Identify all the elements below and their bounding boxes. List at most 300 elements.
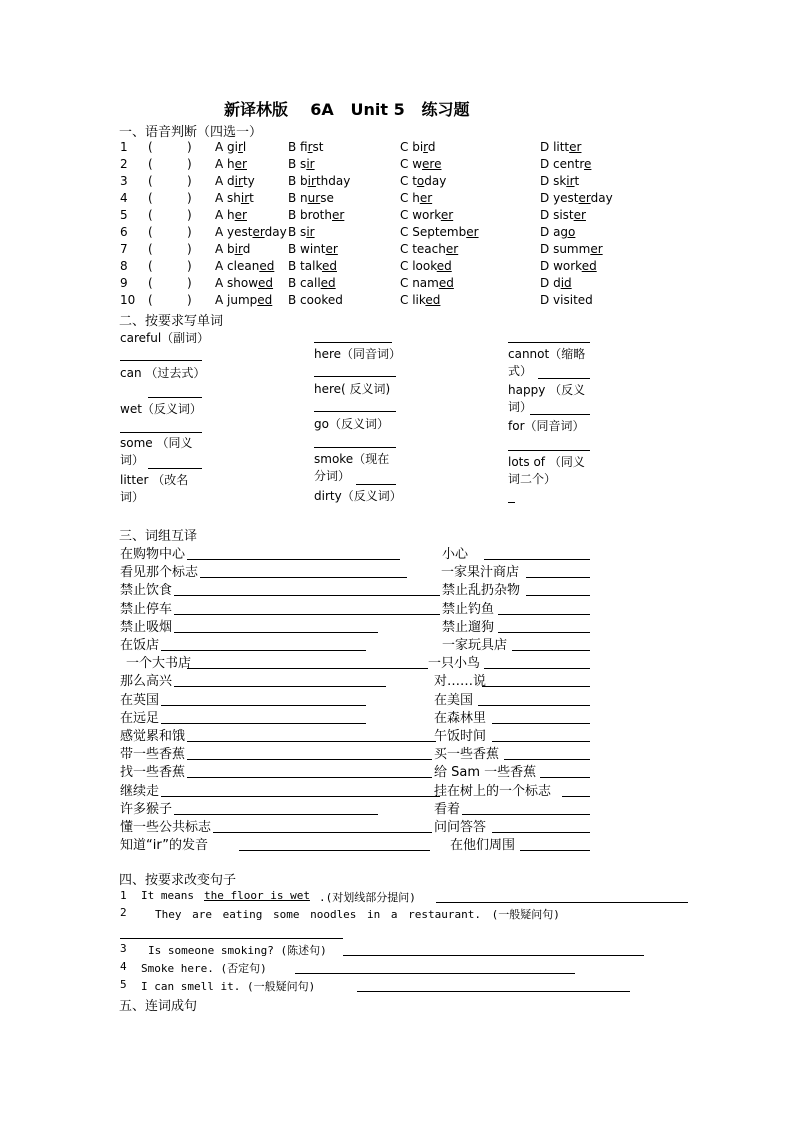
option-text: C bbox=[400, 242, 413, 256]
option-text: D centr bbox=[540, 157, 585, 171]
underlined-letters: er bbox=[466, 225, 479, 239]
option-b bbox=[288, 293, 343, 307]
phrase-prompt: 在森林里 bbox=[434, 710, 487, 726]
underlined-letters: ir bbox=[566, 174, 575, 188]
underlined-letters: ere bbox=[422, 157, 442, 171]
underlined-letters: r bbox=[237, 140, 243, 154]
option-text: ed bbox=[327, 293, 343, 307]
underlined-letters: ed bbox=[321, 259, 337, 273]
question-number: 5 bbox=[120, 208, 128, 222]
option-text: C bbox=[400, 276, 413, 290]
underlined-letters: er bbox=[419, 191, 433, 205]
option-text: D bbox=[540, 191, 554, 205]
phrase-prompt: 知道“ir”的发音 bbox=[120, 838, 208, 854]
section4-heading: 四、按要求改变句子 bbox=[119, 873, 237, 888]
underlined-letters: ed bbox=[438, 276, 454, 290]
question-number: 4 bbox=[120, 191, 128, 205]
underlined-letters: er bbox=[234, 208, 247, 222]
option-text: d bbox=[227, 174, 235, 188]
phrase-prompt: 一个大书店 bbox=[126, 656, 192, 672]
phrase-prompt: 买一些香蕉 bbox=[434, 747, 500, 763]
option-text: s bbox=[300, 225, 307, 239]
phrase-prompt: 问问答答 bbox=[434, 820, 487, 835]
option-d bbox=[540, 242, 603, 256]
option-c bbox=[400, 259, 452, 273]
option-text: jump bbox=[227, 293, 258, 307]
answer-bracket-open[interactable]: ( bbox=[148, 259, 153, 273]
word-task: dirty（反义词） bbox=[314, 489, 402, 503]
option-text: d bbox=[242, 242, 251, 256]
option-text: day bbox=[264, 225, 287, 239]
option-text: l bbox=[242, 140, 247, 154]
answer-line[interactable] bbox=[314, 376, 396, 377]
section2-heading: 二、按要求写单词 bbox=[119, 314, 224, 329]
underlined-letters: er bbox=[252, 225, 265, 239]
answer-line[interactable] bbox=[512, 650, 590, 651]
phrase-prompt: 小心 bbox=[442, 547, 469, 562]
underlined-letters: ed bbox=[259, 259, 275, 273]
option-a bbox=[215, 140, 246, 154]
answer-line[interactable] bbox=[478, 705, 590, 706]
option-c bbox=[400, 191, 432, 205]
option-d bbox=[540, 225, 575, 239]
answer-line[interactable] bbox=[538, 378, 590, 379]
option-text: day bbox=[590, 191, 613, 205]
option-text: A bbox=[215, 174, 228, 188]
option-text: talk bbox=[300, 259, 322, 273]
option-c bbox=[400, 174, 446, 188]
underlined-letters: ir bbox=[234, 242, 243, 256]
option-text: bi bbox=[412, 140, 424, 154]
option-text: C bbox=[400, 157, 413, 171]
answer-bracket-close: ) bbox=[187, 208, 192, 222]
option-text: sk bbox=[553, 174, 567, 188]
option-text: lik bbox=[412, 293, 426, 307]
option-text: b bbox=[227, 242, 235, 256]
answer-line[interactable] bbox=[213, 832, 432, 833]
answer-line[interactable] bbox=[314, 447, 396, 448]
option-c bbox=[400, 140, 436, 154]
option-text: clean bbox=[227, 259, 260, 273]
option-d bbox=[540, 191, 613, 205]
option-a bbox=[215, 174, 255, 188]
underlined-letters: o bbox=[416, 174, 425, 188]
option-text: w bbox=[412, 157, 423, 171]
option-text: A bbox=[215, 276, 228, 290]
underlined-letters: ir bbox=[307, 174, 316, 188]
option-text: h bbox=[412, 191, 420, 205]
option-text: yest bbox=[553, 191, 579, 205]
answer-line[interactable] bbox=[484, 668, 590, 669]
underlined-letters: ir bbox=[306, 225, 315, 239]
option-text: d bbox=[553, 276, 561, 290]
underlined-letters: ir bbox=[240, 191, 250, 205]
option-text: B bbox=[288, 208, 301, 222]
answer-line[interactable] bbox=[526, 595, 590, 596]
underlined-letters: er bbox=[234, 157, 247, 171]
phrase-prompt: 一家玩具店 bbox=[442, 638, 508, 653]
answer-bracket-close: ) bbox=[187, 174, 192, 188]
question-number: 9 bbox=[120, 276, 128, 290]
answer-line[interactable] bbox=[357, 991, 630, 992]
answer-line[interactable] bbox=[187, 777, 432, 778]
phrase-prompt: 在购物中心 bbox=[120, 547, 186, 562]
underlined-letters: ed bbox=[258, 276, 274, 290]
answer-line[interactable] bbox=[200, 577, 407, 578]
word-task: can （过去式） bbox=[120, 366, 206, 380]
answer-line[interactable] bbox=[562, 796, 590, 797]
section5-heading: 五、连词成句 bbox=[119, 999, 198, 1014]
answer-bracket-open[interactable]: ( bbox=[148, 225, 153, 239]
option-text: A bbox=[215, 208, 228, 222]
underlined-letters: er bbox=[573, 208, 586, 222]
word-task: happy （反义词） bbox=[508, 383, 586, 414]
underlined-phrase: the floor is wet bbox=[204, 889, 310, 902]
option-text: t bbox=[249, 191, 254, 205]
answer-line[interactable] bbox=[161, 705, 366, 706]
answer-line[interactable] bbox=[508, 502, 515, 503]
answer-bracket-close: ) bbox=[187, 293, 192, 307]
option-text: D bbox=[540, 242, 554, 256]
phrase-prompt: 对……说 bbox=[434, 674, 487, 690]
option-text: b bbox=[300, 174, 308, 188]
option-a bbox=[215, 276, 273, 290]
phrase-prompt: 给 Sam 一些香蕉 bbox=[434, 765, 537, 781]
answer-bracket-open[interactable]: ( bbox=[148, 293, 153, 307]
option-text: A bbox=[215, 293, 228, 307]
phrase-prompt: 许多猴子 bbox=[120, 801, 173, 817]
option-text: D visit bbox=[540, 293, 578, 307]
option-text: fi bbox=[300, 140, 308, 154]
word-task: go（反义词） bbox=[314, 417, 389, 431]
option-b bbox=[288, 225, 315, 239]
option-text: t bbox=[412, 174, 417, 188]
option-text: B bbox=[288, 242, 301, 256]
answer-line[interactable] bbox=[187, 668, 428, 669]
question-number: 1 bbox=[120, 140, 128, 154]
option-text: C bbox=[400, 259, 413, 273]
phrase-prompt: 继续走 bbox=[120, 783, 160, 799]
answer-bracket-open[interactable]: ( bbox=[148, 208, 153, 222]
option-d bbox=[540, 208, 586, 222]
answer-line[interactable] bbox=[161, 723, 366, 724]
answer-bracket-open[interactable]: ( bbox=[148, 242, 153, 256]
option-text: nam bbox=[412, 276, 439, 290]
option-text: se bbox=[320, 191, 334, 205]
underlined-letters: go bbox=[560, 225, 576, 239]
option-c bbox=[400, 242, 458, 256]
answer-line[interactable] bbox=[530, 414, 590, 415]
option-text: B bbox=[288, 225, 301, 239]
underlined-letters: er bbox=[325, 242, 338, 256]
option-b bbox=[288, 157, 315, 171]
answer-line[interactable] bbox=[174, 686, 386, 687]
page-title: 新译林版 6A Unit 5 练习题 bbox=[224, 100, 470, 119]
answer-line[interactable] bbox=[356, 484, 396, 485]
option-text: Septemb bbox=[412, 225, 467, 239]
option-d bbox=[540, 276, 572, 290]
option-d bbox=[540, 259, 597, 273]
word-task: cannot（缩略式） bbox=[508, 347, 586, 378]
answer-line[interactable] bbox=[492, 832, 590, 833]
option-b bbox=[288, 174, 350, 188]
phrase-prompt: 找一些香蕉 bbox=[120, 765, 186, 781]
phrase-prompt: 午饭时间 bbox=[434, 729, 487, 744]
answer-bracket-close: ) bbox=[187, 191, 192, 205]
phrase-prompt: 在美国 bbox=[434, 692, 474, 708]
option-a bbox=[215, 225, 287, 239]
option-text: yest bbox=[227, 225, 253, 239]
answer-bracket-close: ) bbox=[187, 242, 192, 256]
phrase-prompt: 那么高兴 bbox=[120, 674, 173, 690]
option-text: A bbox=[215, 157, 228, 171]
option-a bbox=[215, 208, 247, 222]
option-text: C bbox=[400, 225, 413, 239]
option-text: C bbox=[400, 191, 413, 205]
underlined-letters: ir bbox=[306, 157, 315, 171]
option-b bbox=[288, 140, 324, 154]
option-text: B cook bbox=[288, 293, 328, 307]
option-a bbox=[215, 242, 250, 256]
underlined-letters: er bbox=[332, 208, 345, 222]
question-number: 8 bbox=[120, 259, 128, 273]
underlined-letters: er bbox=[445, 242, 459, 256]
answer-line[interactable] bbox=[508, 342, 590, 343]
option-text: D bbox=[540, 276, 554, 290]
phrase-prompt: 禁止吸烟 bbox=[120, 619, 173, 635]
answer-line[interactable] bbox=[540, 777, 590, 778]
answer-line[interactable] bbox=[120, 432, 202, 433]
option-text: day bbox=[424, 174, 447, 188]
option-text: A bbox=[215, 140, 228, 154]
question-number: 6 bbox=[120, 225, 128, 239]
section3-heading: 三、词组互译 bbox=[119, 529, 198, 544]
answer-line[interactable] bbox=[492, 723, 590, 724]
phrase-prompt: 禁止乱扔杂物 bbox=[442, 583, 521, 599]
phrase-prompt: 在英国 bbox=[120, 692, 160, 708]
answer-line[interactable] bbox=[187, 741, 436, 742]
option-b bbox=[288, 259, 337, 273]
underlined-letters: r bbox=[307, 140, 313, 154]
answer-line[interactable] bbox=[436, 902, 688, 903]
option-text: show bbox=[227, 276, 259, 290]
option-a bbox=[215, 157, 247, 171]
answer-line[interactable] bbox=[482, 686, 590, 687]
phrase-prompt: 禁止钓鱼 bbox=[442, 601, 495, 617]
option-text: gi bbox=[227, 140, 238, 154]
option-c bbox=[400, 276, 454, 290]
option-b bbox=[288, 276, 336, 290]
option-text: ed bbox=[577, 293, 593, 307]
option-text: a bbox=[553, 225, 561, 239]
option-c bbox=[400, 157, 441, 171]
underlined-letters: er bbox=[569, 140, 582, 154]
option-c bbox=[400, 225, 479, 239]
phrase-prompt: 一家果汁商店 bbox=[441, 565, 520, 581]
answer-bracket-close: ) bbox=[187, 157, 192, 171]
option-text: A bbox=[215, 191, 228, 205]
phrase-prompt: 在远足 bbox=[120, 710, 160, 726]
option-text: ty bbox=[242, 174, 255, 188]
option-text: D bbox=[540, 174, 554, 188]
word-task: litter （改名词） bbox=[120, 473, 189, 504]
answer-line[interactable] bbox=[526, 577, 590, 578]
option-text: C bbox=[400, 174, 413, 188]
answer-line[interactable] bbox=[484, 559, 590, 560]
question-number: 7 bbox=[120, 242, 128, 256]
option-c bbox=[400, 293, 440, 307]
question-number: 3 bbox=[120, 174, 128, 188]
answer-line[interactable] bbox=[520, 850, 590, 851]
underlined-letters: ed bbox=[320, 276, 336, 290]
option-text: broth bbox=[300, 208, 332, 222]
option-text: thday bbox=[315, 174, 351, 188]
answer-line[interactable] bbox=[508, 450, 590, 451]
answer-bracket-open[interactable]: ( bbox=[148, 174, 153, 188]
phrase-prompt: 禁止停车 bbox=[120, 601, 173, 617]
option-text: s bbox=[300, 157, 307, 171]
answer-line[interactable] bbox=[120, 938, 343, 939]
answer-bracket-close: ) bbox=[187, 225, 192, 239]
answer-line[interactable] bbox=[174, 614, 440, 615]
underlined-letters: ed bbox=[425, 293, 441, 307]
option-text: sist bbox=[553, 208, 574, 222]
question-number: 2 bbox=[120, 157, 128, 171]
word-task: here（同音词） bbox=[314, 347, 402, 361]
option-text: teach bbox=[412, 242, 446, 256]
underlined-letters: r bbox=[423, 140, 428, 154]
option-text: work bbox=[412, 208, 441, 222]
answer-line[interactable] bbox=[187, 759, 432, 760]
underlined-letters: ur bbox=[307, 191, 321, 205]
answer-line[interactable] bbox=[174, 595, 440, 596]
phrase-prompt: 懂一些公共标志 bbox=[120, 820, 212, 835]
phrase-prompt: 一只小鸟 bbox=[428, 656, 481, 672]
answer-line[interactable] bbox=[498, 614, 590, 615]
option-d bbox=[540, 140, 581, 154]
option-text: B bbox=[288, 174, 301, 188]
answer-line[interactable] bbox=[161, 796, 440, 797]
option-text: A bbox=[215, 259, 228, 273]
option-b bbox=[288, 242, 338, 256]
option-text: look bbox=[412, 259, 437, 273]
phrase-prompt: 在饭店 bbox=[120, 638, 160, 653]
option-text: st bbox=[312, 140, 324, 154]
answer-line[interactable] bbox=[295, 973, 575, 974]
answer-line[interactable] bbox=[343, 955, 644, 956]
answer-bracket-close: ) bbox=[187, 276, 192, 290]
answer-line[interactable] bbox=[498, 632, 590, 633]
answer-line[interactable] bbox=[314, 411, 396, 412]
option-b bbox=[288, 191, 334, 205]
answer-bracket-open[interactable]: ( bbox=[148, 140, 153, 154]
option-text: A bbox=[215, 242, 228, 256]
option-text: d bbox=[427, 140, 436, 154]
option-text: sh bbox=[227, 191, 241, 205]
question-number: 10 bbox=[120, 293, 136, 307]
answer-line[interactable] bbox=[148, 397, 202, 398]
word-task: here( 反义词) bbox=[314, 382, 391, 396]
answer-line[interactable] bbox=[187, 559, 400, 560]
underlined-letters: ir bbox=[234, 174, 243, 188]
phrase-prompt: 看着 bbox=[434, 801, 461, 817]
option-text: B bbox=[288, 276, 301, 290]
answer-line[interactable] bbox=[161, 650, 366, 651]
word-task: lots of （同义词二个） bbox=[508, 455, 585, 486]
phrase-prompt: 禁止遛狗 bbox=[442, 619, 495, 635]
option-text: D bbox=[540, 140, 554, 154]
option-c bbox=[400, 208, 453, 222]
option-text: B bbox=[288, 140, 301, 154]
underlined-letters: ed bbox=[581, 259, 597, 273]
option-text: C bbox=[400, 140, 413, 154]
option-text: C bbox=[400, 208, 413, 222]
word-task: some （同义词） bbox=[120, 436, 193, 467]
option-text: n bbox=[300, 191, 308, 205]
answer-line[interactable] bbox=[239, 850, 430, 851]
option-a bbox=[215, 191, 254, 205]
option-d bbox=[540, 174, 579, 188]
underlined-letters: ed bbox=[436, 259, 452, 273]
phrase-prompt: 禁止饮食 bbox=[120, 583, 173, 599]
phrase-prompt: 带一些香蕉 bbox=[120, 747, 186, 763]
answer-line[interactable] bbox=[492, 741, 590, 742]
answer-line[interactable] bbox=[174, 632, 378, 633]
option-b bbox=[288, 208, 344, 222]
word-task: smoke（现在分词） bbox=[314, 452, 390, 483]
phrase-prompt: 看见那个标志 bbox=[120, 565, 199, 581]
word-task: careful（副词） bbox=[120, 331, 210, 345]
option-text: work bbox=[553, 259, 582, 273]
answer-line[interactable] bbox=[174, 814, 378, 815]
option-text: litt bbox=[553, 140, 570, 154]
option-text: h bbox=[227, 208, 235, 222]
underlined-letters: er bbox=[578, 191, 591, 205]
option-a bbox=[215, 259, 274, 273]
word-task: for（同音词） bbox=[508, 419, 585, 433]
option-text: t bbox=[574, 174, 580, 188]
option-text: call bbox=[300, 276, 321, 290]
underlined-letters: er bbox=[590, 242, 603, 256]
option-d bbox=[540, 157, 591, 171]
option-text: wint bbox=[300, 242, 326, 256]
underlined-letters: id bbox=[560, 276, 572, 290]
answer-bracket-open[interactable]: ( bbox=[148, 157, 153, 171]
phrase-prompt: 挂在树上的一个标志 bbox=[434, 783, 552, 799]
underlined-letters: e bbox=[584, 157, 592, 171]
option-a bbox=[215, 293, 272, 307]
option-text: B bbox=[288, 191, 301, 205]
word-task: wet（反义词） bbox=[120, 402, 202, 416]
answer-line[interactable] bbox=[148, 468, 202, 469]
phrase-prompt: 在他们周围 bbox=[450, 838, 516, 854]
answer-line[interactable] bbox=[120, 360, 202, 361]
section1-heading: 一、语音判断（四选一） bbox=[119, 125, 263, 140]
answer-bracket-open[interactable]: ( bbox=[148, 276, 153, 290]
answer-bracket-open[interactable]: ( bbox=[148, 191, 153, 205]
answer-bracket-close: ) bbox=[187, 259, 192, 273]
option-text: B bbox=[288, 259, 301, 273]
answer-line[interactable] bbox=[314, 342, 392, 343]
answer-line[interactable] bbox=[462, 814, 590, 815]
underlined-letters: er bbox=[440, 208, 454, 222]
option-text: summ bbox=[553, 242, 591, 256]
option-text: C bbox=[400, 293, 413, 307]
option-d bbox=[540, 293, 593, 307]
option-text: D bbox=[540, 208, 554, 222]
answer-line[interactable] bbox=[504, 759, 590, 760]
option-text: B bbox=[288, 157, 301, 171]
